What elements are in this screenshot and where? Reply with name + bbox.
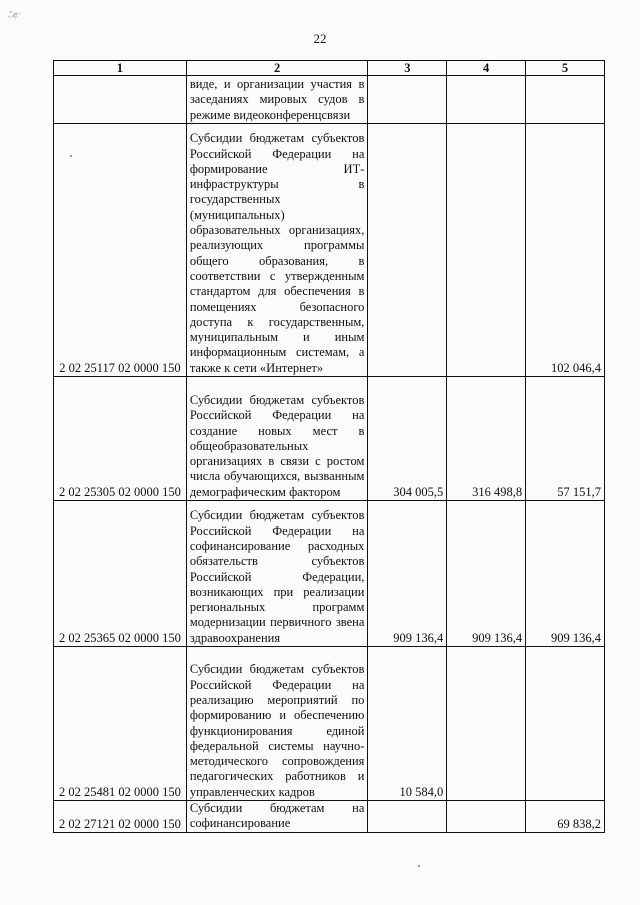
amount-col4-cell [447,647,526,801]
column-header-3: 3 [368,61,447,76]
amount-col5-cell: 69 838,2 [526,801,605,833]
table-row [54,647,605,801]
table-header-row [54,61,605,76]
column-header-5: 5 [526,61,605,76]
revenue-name-cell: Субсидии бюджетам субъектов Российской Федерации на создание новых мест в общеобразовательных организациях в связи с ростом числа обучающихся, вызванным демографическим фактором [186,377,368,501]
budget-revenue-table [53,60,605,833]
amount-col4-cell [447,124,526,377]
amount-col3-cell: 304 005,5 [368,377,447,501]
revenue-name-cell: Субсидии бюджетам субъектов Российской Федерации на формирование ИТ-инфраструктуры в государственных (муниципальных) образовательных организациях, реализующих программы общего образования, в соответствии с утвержденным стандартом для обеспечения в помещениях безопасного доступа к государственным, муниципальным и иным информационным системам, а также к сети «Интернет» [186,124,368,377]
amount-col5-cell [526,76,605,124]
revenue-name-cell: виде, и организации участия в заседаниях мировых судов в режиме видеоконференцсвязи [186,76,368,124]
page-number: 22 [313,31,327,46]
column-header-4: 4 [447,61,526,76]
table-row [54,124,605,377]
amount-col3-cell: 909 136,4 [368,501,447,647]
budget-code-cell [54,76,187,124]
budget-code-cell: 2 02 25481 02 0000 150 [54,647,187,801]
scan-corner-mark: ஃர~ [7,9,21,20]
budget-code-cell: 2 02 25365 02 0000 150 [54,501,187,647]
budget-code-cell: 2 02 27121 02 0000 150 [54,801,187,833]
column-header-2: 2 [186,61,368,76]
scan-speck [70,155,72,157]
scan-speck [418,865,420,867]
amount-col3-cell: 10 584,0 [368,647,447,801]
budget-code-cell: 2 02 25305 02 0000 150 [54,377,187,501]
amount-col5-cell: 102 046,4 [526,124,605,377]
revenue-name-cell: Субсидии бюджетам на софинансирование [186,801,368,833]
amount-col4-cell: 909 136,4 [447,501,526,647]
amount-col3-cell [368,124,447,377]
budget-code-cell: 2 02 25117 02 0000 150 [54,124,187,377]
table-row [54,377,605,501]
amount-col4-cell [447,801,526,833]
column-header-1: 1 [54,61,187,76]
amount-col4-cell: 316 498,8 [447,377,526,501]
table-row [54,76,605,124]
table-row [54,801,605,833]
revenue-name-cell: Субсидии бюджетам субъектов Российской Федерации на реализацию мероприятий по формированию и обеспечению функционирования единой федеральной системы научно-методического сопровождения педагогических работников и управленческих кадров [186,647,368,801]
amount-col3-cell [368,801,447,833]
table-row [54,501,605,647]
revenue-name-cell: Субсидии бюджетам субъектов Российской Федерации на софинансирование расходных обязательств субъектов Российской Федерации, возникающих при реализации региональных программ модернизации первичного звена здравоохранения [186,501,368,647]
amount-col5-cell: 57 151,7 [526,377,605,501]
amount-col3-cell [368,76,447,124]
amount-col5-cell: 909 136,4 [526,501,605,647]
amount-col4-cell [447,76,526,124]
amount-col5-cell [526,647,605,801]
